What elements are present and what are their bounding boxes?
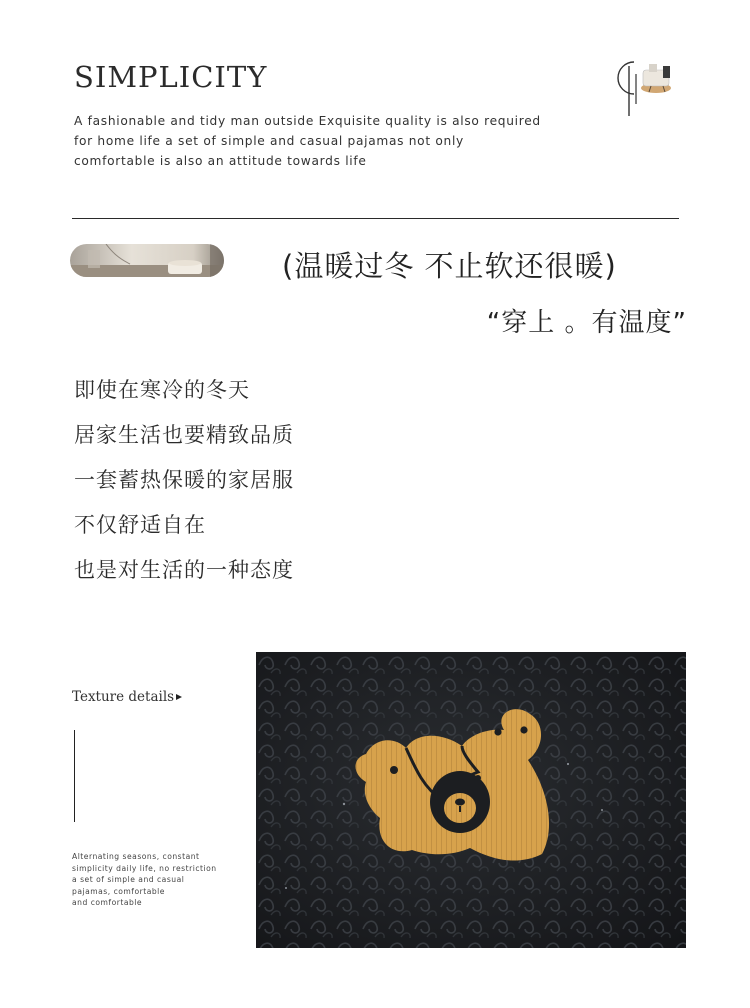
intro-line: comfortable is also an attitude towards life xyxy=(74,154,367,168)
play-arrow-icon xyxy=(176,694,182,700)
page-title: SIMPLICITY xyxy=(74,60,268,94)
description-line: Alternating seasons, constant xyxy=(72,852,200,861)
description-line: pajamas, comfortable xyxy=(72,886,165,896)
description-line: and comfortable xyxy=(72,898,143,907)
living-room-photo xyxy=(70,244,224,277)
poem-text xyxy=(74,368,294,593)
intro-text xyxy=(74,111,594,171)
poem-line: 不仅舒适自在 xyxy=(74,513,206,537)
description-line: simplicity daily life, no restriction xyxy=(72,863,217,873)
texture-details-label: Texture details xyxy=(72,689,175,705)
intro-line: for home life a set of simple and casual pajamas not only xyxy=(74,134,464,148)
sub-headline: “穿上 。有温度” xyxy=(486,308,687,338)
poem-line: 一套蓄热保暖的家居服 xyxy=(74,468,294,492)
poem-line: 也是对生活的一种态度 xyxy=(74,558,294,582)
description-line: a set of simple and casual xyxy=(72,875,185,884)
poem-line: 即使在寒冷的冬天 xyxy=(74,378,250,402)
texture-description xyxy=(72,851,242,909)
poem-line: 居家生活也要精致品质 xyxy=(74,423,294,447)
bear-embroidery-fleece-photo xyxy=(256,652,686,948)
chair-lamp-logo-icon xyxy=(616,58,678,120)
intro-line: A fashionable and tidy man outside Exquisite quality is also required xyxy=(74,114,541,128)
headline: (温暖过冬 不止软还很暖) xyxy=(282,249,617,283)
section-divider xyxy=(72,218,679,219)
vertical-rule xyxy=(74,730,75,822)
